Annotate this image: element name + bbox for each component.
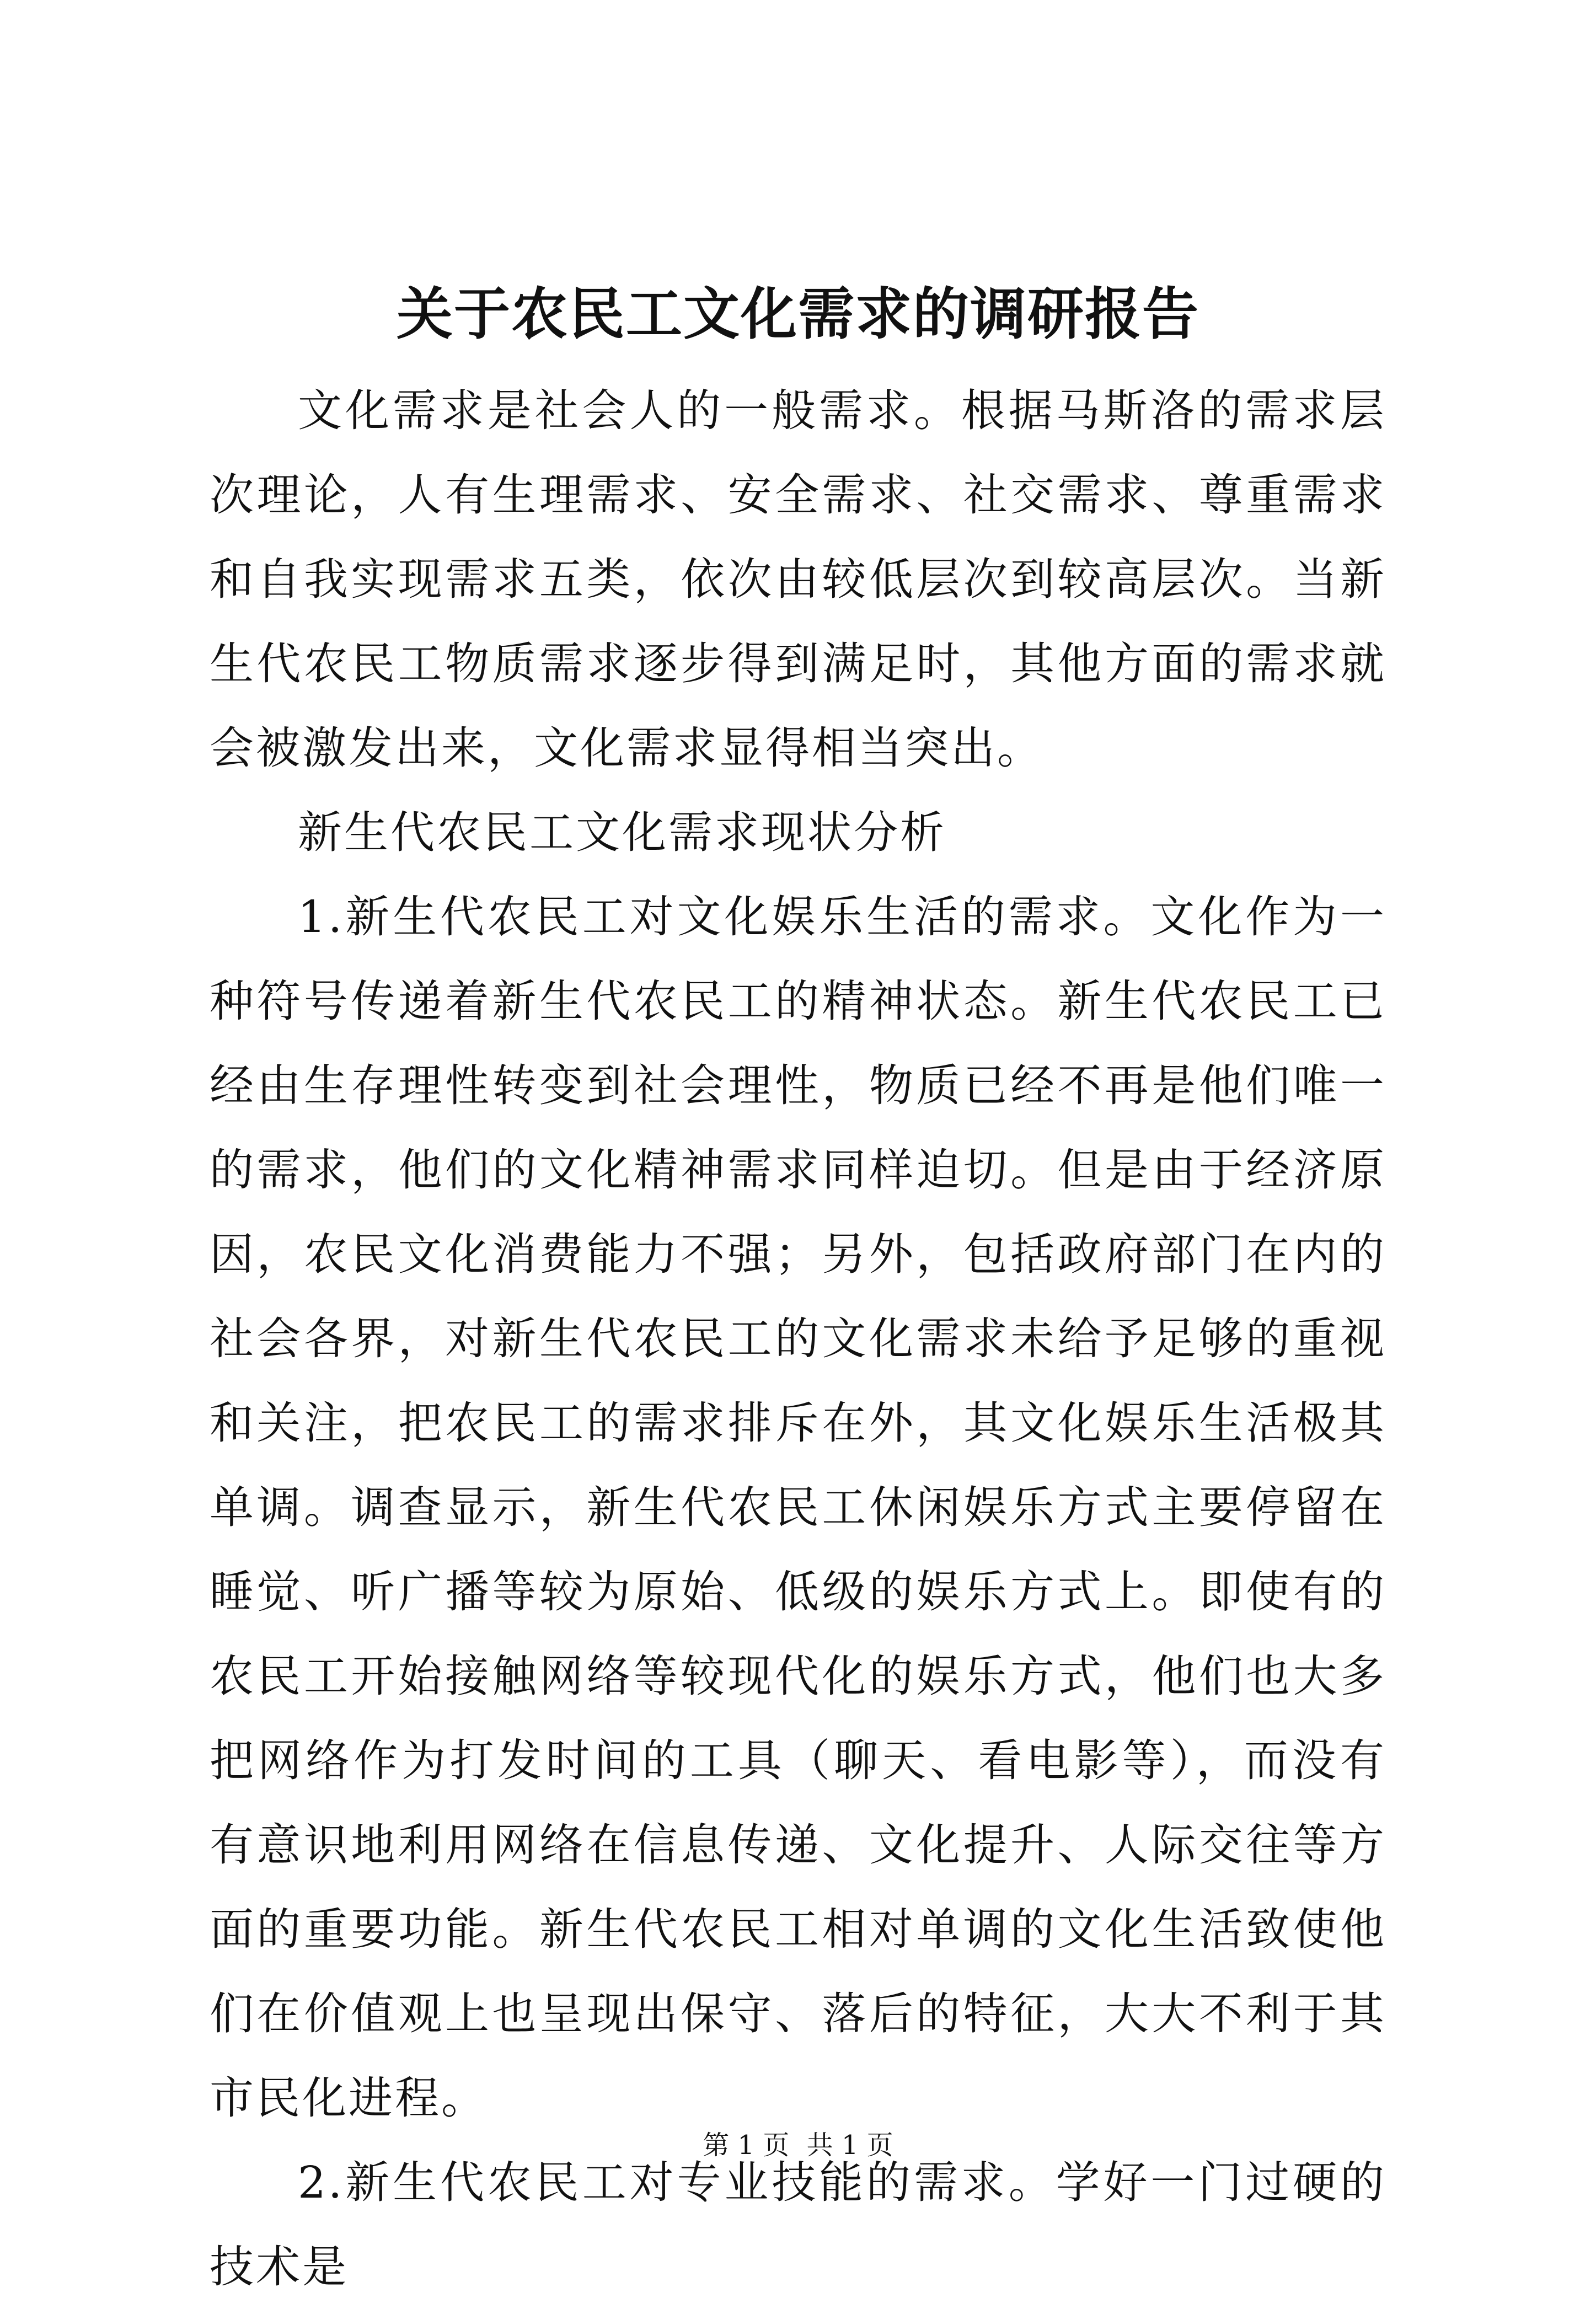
paragraph-intro: 文化需求是社会人的一般需求。根据马斯洛的需求层次理论，人有生理需求、安全需求、社交需求、尊重需求和自我实现需求五类，依次由较低层次到较高层次。当新生代农民工物质需求逐步得到满足时，其他方面的需求就会被激发出来，文化需求显得相当突出。 xyxy=(210,385,1386,774)
page-footer xyxy=(0,2129,1596,2162)
paragraph-item-1: 1.新生代农民工对文化娱乐生活的需求。文化作为一种符号传递着新生代农民工的精神状态。新生代农民工已经由生存理性转变到社会理性，物质已经不再是他们唯一的需求，他们的文化精神需求同样迫切。但是由于经济原因，农民文化消费能力不强；另外，包括政府部门在内的社会各界，对新生代农民工的文化需求未给予足够的重视和关注，把农民工的需求排斥在外，其文化娱乐生活极其单调。调查显示，新生代农民工休闲娱乐方式主要停留在睡觉、听广播等较为原始、低级的娱乐方式上。即使有的农民工开始接触网络等较现代化的娱乐方式，他们也大多把网络作为打发时间的工具（聊天、看电影等），而没有有意识地利用网络在信息传递、文化提升、人际交往等方面的重要功能。新生代农民工相对单调的文化生活致使他们在价值观上也呈现出保守、落后的特征，大大不利于其市民化进程。 xyxy=(210,891,1386,2124)
paragraph-item-2: 2.新生代农民工对专业技能的需求。学好一门过硬的技术是 xyxy=(210,2157,1386,2292)
section-heading: 新生代农民工文化需求现状分析 xyxy=(298,807,946,858)
document-title: 关于农民工文化需求的调研报告 xyxy=(397,281,1199,347)
page-number: 第 1 页 xyxy=(703,2130,790,2161)
document-body xyxy=(210,368,1386,2309)
page-total: 共 1 页 xyxy=(806,2130,893,2161)
